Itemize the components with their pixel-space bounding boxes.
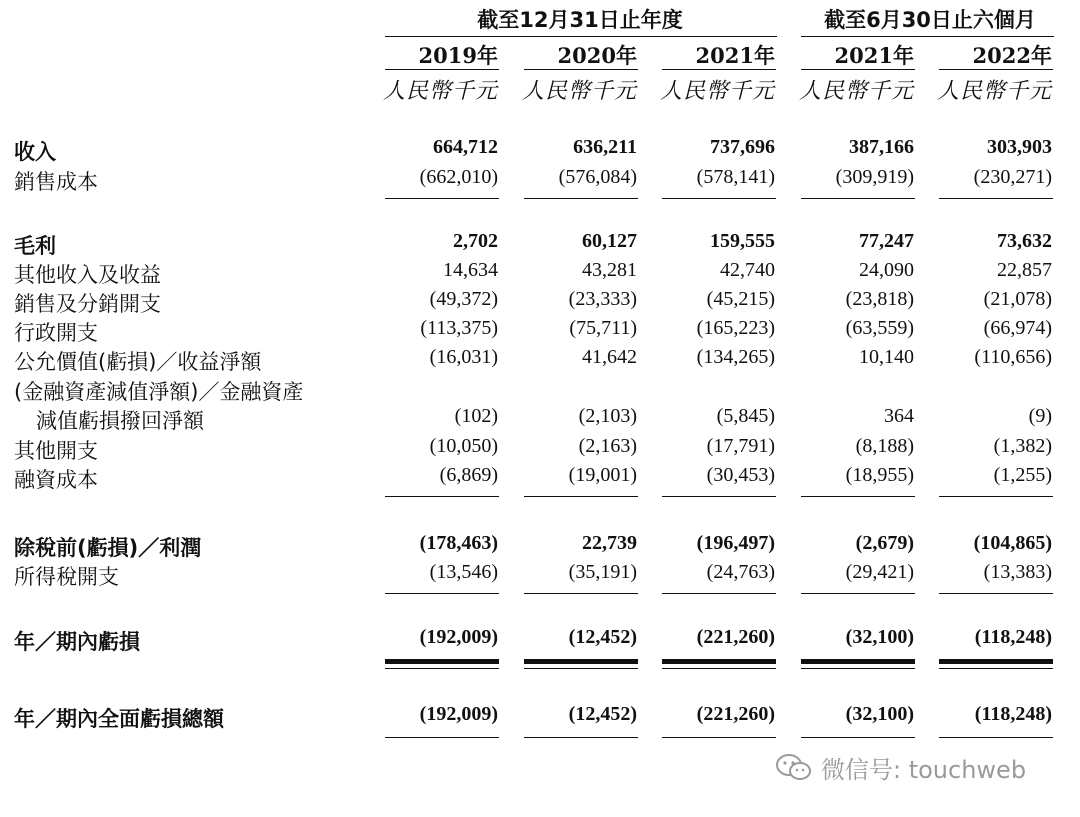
cell: (12,452): [568, 703, 637, 725]
cell: 22,857: [997, 259, 1052, 281]
cell: (32,100): [845, 626, 914, 648]
cell: (63,559): [845, 317, 914, 339]
subtotal-rule: [801, 198, 915, 199]
row-total-comprehensive-loss: [0, 703, 1080, 733]
row-impairment-label: [0, 376, 1080, 406]
cell: (45,215): [706, 288, 775, 310]
row-label: 收入: [14, 140, 56, 164]
year-rule: [939, 69, 1053, 70]
total-rule: [385, 737, 499, 738]
cell: (23,333): [568, 288, 637, 310]
row-label: 其他收入及收益: [14, 263, 161, 287]
year-rule: [524, 69, 638, 70]
cell: 2,702: [453, 230, 498, 252]
total-double-rule: [662, 659, 776, 664]
cell: 636,211: [573, 136, 637, 158]
watermark-text: 微信号: touchweb: [821, 756, 1027, 784]
cell: (230,271): [973, 166, 1052, 188]
total-double-rule-lower: [939, 668, 1053, 669]
row-label: 其他開支: [14, 439, 98, 463]
total-double-rule-lower: [524, 668, 638, 669]
subtotal-rule: [662, 198, 776, 199]
cell: (12,452): [568, 626, 637, 648]
total-rule: [939, 737, 1053, 738]
year-col-1: 2019年: [418, 43, 498, 68]
cell: (221,260): [696, 626, 775, 648]
cell: (49,372): [429, 288, 498, 310]
wechat-icon: [775, 753, 813, 783]
row-revenue: [0, 136, 1080, 166]
subtotal-rule: [524, 593, 638, 594]
cell: (2,163): [578, 435, 637, 457]
cell: 41,642: [582, 346, 637, 368]
cell: (178,463): [419, 532, 498, 554]
cell: (35,191): [568, 561, 637, 583]
cell: (578,141): [696, 166, 775, 188]
cell: (196,497): [696, 532, 775, 554]
cell: (19,001): [568, 464, 637, 486]
row-other-income: [0, 259, 1080, 289]
total-double-rule: [385, 659, 499, 664]
row-selling-expenses: [0, 288, 1080, 318]
total-double-rule-lower: [385, 668, 499, 669]
cell: (75,711): [569, 317, 637, 339]
year-rule: [385, 69, 499, 70]
cell: (165,223): [696, 317, 775, 339]
cell: (1,255): [993, 464, 1052, 486]
subtotal-rule: [524, 198, 638, 199]
cell: 737,696: [710, 136, 775, 158]
cell: 10,140: [859, 346, 914, 368]
cell: (110,656): [974, 346, 1052, 368]
row-other-expenses: [0, 435, 1080, 465]
cell: (17,791): [706, 435, 775, 457]
row-loss: [0, 626, 1080, 656]
year-col-4: 2021年: [834, 43, 914, 68]
subtotal-rule: [662, 593, 776, 594]
subtotal-rule: [801, 593, 915, 594]
cell: (16,031): [429, 346, 498, 368]
subtotal-rule: [524, 496, 638, 497]
cell: (5,845): [716, 405, 775, 427]
row-income-tax: [0, 561, 1080, 591]
cell: (13,546): [429, 561, 498, 583]
cell: (102): [454, 405, 498, 427]
cell: 364: [884, 405, 914, 427]
row-impairment: [0, 405, 1080, 435]
row-pre-tax: [0, 532, 1080, 562]
cell: 43,281: [582, 259, 637, 281]
cell: (576,084): [558, 166, 637, 188]
cell: 22,739: [582, 532, 637, 554]
subtotal-rule: [939, 593, 1053, 594]
cell: (134,265): [696, 346, 775, 368]
subtotal-rule: [385, 593, 499, 594]
watermark: [775, 750, 1026, 785]
row-finance-costs: [0, 464, 1080, 494]
cell: (1,382): [993, 435, 1052, 457]
row-label: 行政開支: [14, 321, 98, 345]
cell: (29,421): [845, 561, 914, 583]
cell: 42,740: [720, 259, 775, 281]
row-label: 除稅前(虧損)／利潤: [14, 536, 202, 560]
row-label: 公允價值(虧損)／收益淨額: [14, 350, 262, 374]
total-rule: [801, 737, 915, 738]
cell: 77,247: [859, 230, 914, 252]
cell: 387,166: [849, 136, 914, 158]
subtotal-rule: [939, 198, 1053, 199]
cell: (9): [1028, 405, 1052, 427]
cell: (30,453): [706, 464, 775, 486]
unit-col-3: 人民幣千元: [660, 79, 776, 104]
total-rule: [662, 737, 776, 738]
cell: (18,955): [845, 464, 914, 486]
year-rule: [801, 69, 915, 70]
cell: (6,869): [439, 464, 498, 486]
total-double-rule-lower: [662, 668, 776, 669]
row-gross-profit: [0, 230, 1080, 260]
cell: (192,009): [419, 703, 498, 725]
year-col-3: 2021年: [695, 43, 775, 68]
row-label: 年／期內虧損: [14, 630, 140, 654]
cell: (309,919): [835, 166, 914, 188]
header-group-annual: 截至12月31日止年度: [477, 8, 683, 32]
total-rule: [524, 737, 638, 738]
unit-col-5: 人民幣千元: [937, 79, 1053, 104]
cell: 24,090: [859, 259, 914, 281]
subtotal-rule: [385, 198, 499, 199]
subtotal-rule: [939, 496, 1053, 497]
cell: (21,078): [983, 288, 1052, 310]
cell: (32,100): [845, 703, 914, 725]
cell: 60,127: [582, 230, 637, 252]
row-admin-expenses: [0, 317, 1080, 347]
cell: (2,679): [855, 532, 914, 554]
cell: (24,763): [706, 561, 775, 583]
subtotal-rule: [662, 496, 776, 497]
total-double-rule: [939, 659, 1053, 664]
row-label: 毛利: [14, 234, 56, 258]
row-label: 銷售成本: [14, 170, 98, 194]
subtotal-rule: [801, 496, 915, 497]
year-rule: [662, 69, 776, 70]
cell: 73,632: [997, 230, 1052, 252]
header-group-annual-rule: [385, 36, 777, 37]
cell: (118,248): [974, 703, 1052, 725]
row-label: 所得稅開支: [14, 565, 119, 589]
row-label: 銷售及分銷開支: [14, 292, 161, 316]
cell: (23,818): [845, 288, 914, 310]
total-double-rule: [801, 659, 915, 664]
cell: (118,248): [974, 626, 1052, 648]
cell: (113,375): [420, 317, 498, 339]
row-label: (金融資產減值淨額)／金融資產: [14, 380, 304, 404]
cell: (10,050): [429, 435, 498, 457]
cell: (8,188): [855, 435, 914, 457]
row-label: 減值虧損撥回淨額: [36, 409, 204, 433]
year-col-5: 2022年: [972, 43, 1052, 68]
cell: (221,260): [696, 703, 775, 725]
cell: (662,010): [419, 166, 498, 188]
row-label: 年／期內全面虧損總額: [14, 707, 224, 731]
cell: 303,903: [987, 136, 1052, 158]
header-group-interim: 截至6月30日止六個月: [824, 8, 1036, 32]
unit-col-1: 人民幣千元: [383, 79, 499, 104]
cell: (192,009): [419, 626, 498, 648]
header-group-interim-rule: [801, 36, 1054, 37]
row-fair-value: [0, 346, 1080, 376]
unit-col-4: 人民幣千元: [799, 79, 915, 104]
row-cost-of-sales: [0, 166, 1080, 196]
cell: (13,383): [983, 561, 1052, 583]
unit-col-2: 人民幣千元: [522, 79, 638, 104]
row-label: 融資成本: [14, 468, 98, 492]
cell: 159,555: [710, 230, 775, 252]
cell: 664,712: [433, 136, 498, 158]
subtotal-rule: [385, 496, 499, 497]
year-col-2: 2020年: [557, 43, 637, 68]
total-double-rule: [524, 659, 638, 664]
cell: (66,974): [983, 317, 1052, 339]
cell: (2,103): [578, 405, 637, 427]
cell: (104,865): [973, 532, 1052, 554]
cell: 14,634: [443, 259, 498, 281]
total-double-rule-lower: [801, 668, 915, 669]
